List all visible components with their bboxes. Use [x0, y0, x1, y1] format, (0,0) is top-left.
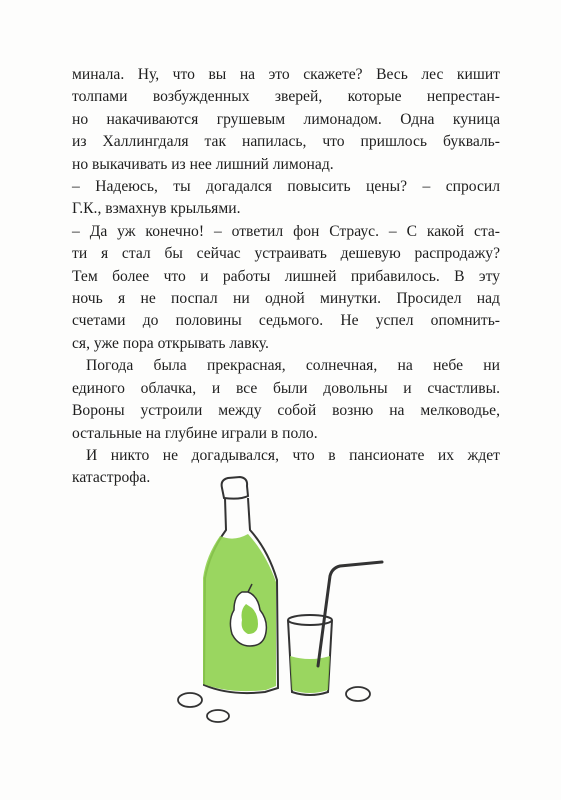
- paragraph-start-line: И никто не догадывался, что в пансионате их ждет: [86, 446, 500, 464]
- text-line: катастрофа.: [72, 469, 151, 487]
- bottle-cap-ground-icon: [346, 687, 370, 701]
- glass-lemonade-fill: [290, 656, 330, 693]
- text-line: ти я стал бы сейчас устраивать дешевую распродажу?: [72, 245, 500, 263]
- dialogue-line: – Да уж конечно! – ответил фон Страус. – С какой ста-: [72, 222, 500, 240]
- text-line: но выкачивать из нее лишний лимонад.: [72, 155, 334, 173]
- text-line: Тем более что и работы лишней прибавилось. В эту: [72, 267, 500, 285]
- bottle-cap-ground-icon: [178, 693, 202, 707]
- text-line: ся, уже пора открывать лавку.: [72, 334, 269, 352]
- text-line: Вороны устроили между собой возню на мелководье,: [72, 402, 500, 420]
- text-line: толпами возбужденных зверей, которые непрестан-: [72, 88, 500, 106]
- text-line: ночь я не поспал ни одной минутки. Просидел над: [72, 290, 500, 308]
- bottle-cap-icon: [222, 477, 248, 499]
- text-line: но накачиваются грушевым лимонадом. Одна куница: [72, 110, 500, 128]
- text-line: минала. Ну, что вы на это скажете? Весь лес кишит: [72, 66, 500, 83]
- text-line: единого облачка, и все были довольны и счастливы.: [72, 379, 500, 397]
- text-line: Г.К., взмахнув крыльями.: [72, 200, 241, 218]
- body-text: [72, 64, 500, 490]
- dialogue-line: – Надеюсь, ты догадался повысить цены? – спросил: [72, 178, 500, 196]
- text-line: из Халлингдаля так напилась, что пришлось букваль-: [72, 133, 500, 151]
- text-line: счетами до половины седьмого. Не успел опомнить-: [72, 312, 500, 330]
- straw: [318, 562, 382, 666]
- bottle-cap-ground-icon: [207, 710, 229, 722]
- lemonade-bottle-and-glass-icon: [170, 470, 430, 730]
- text-line: остальные на глубине играли в поло.: [72, 424, 318, 442]
- paragraph-start-line: Погода была прекрасная, солнечная, на небе ни: [86, 357, 500, 375]
